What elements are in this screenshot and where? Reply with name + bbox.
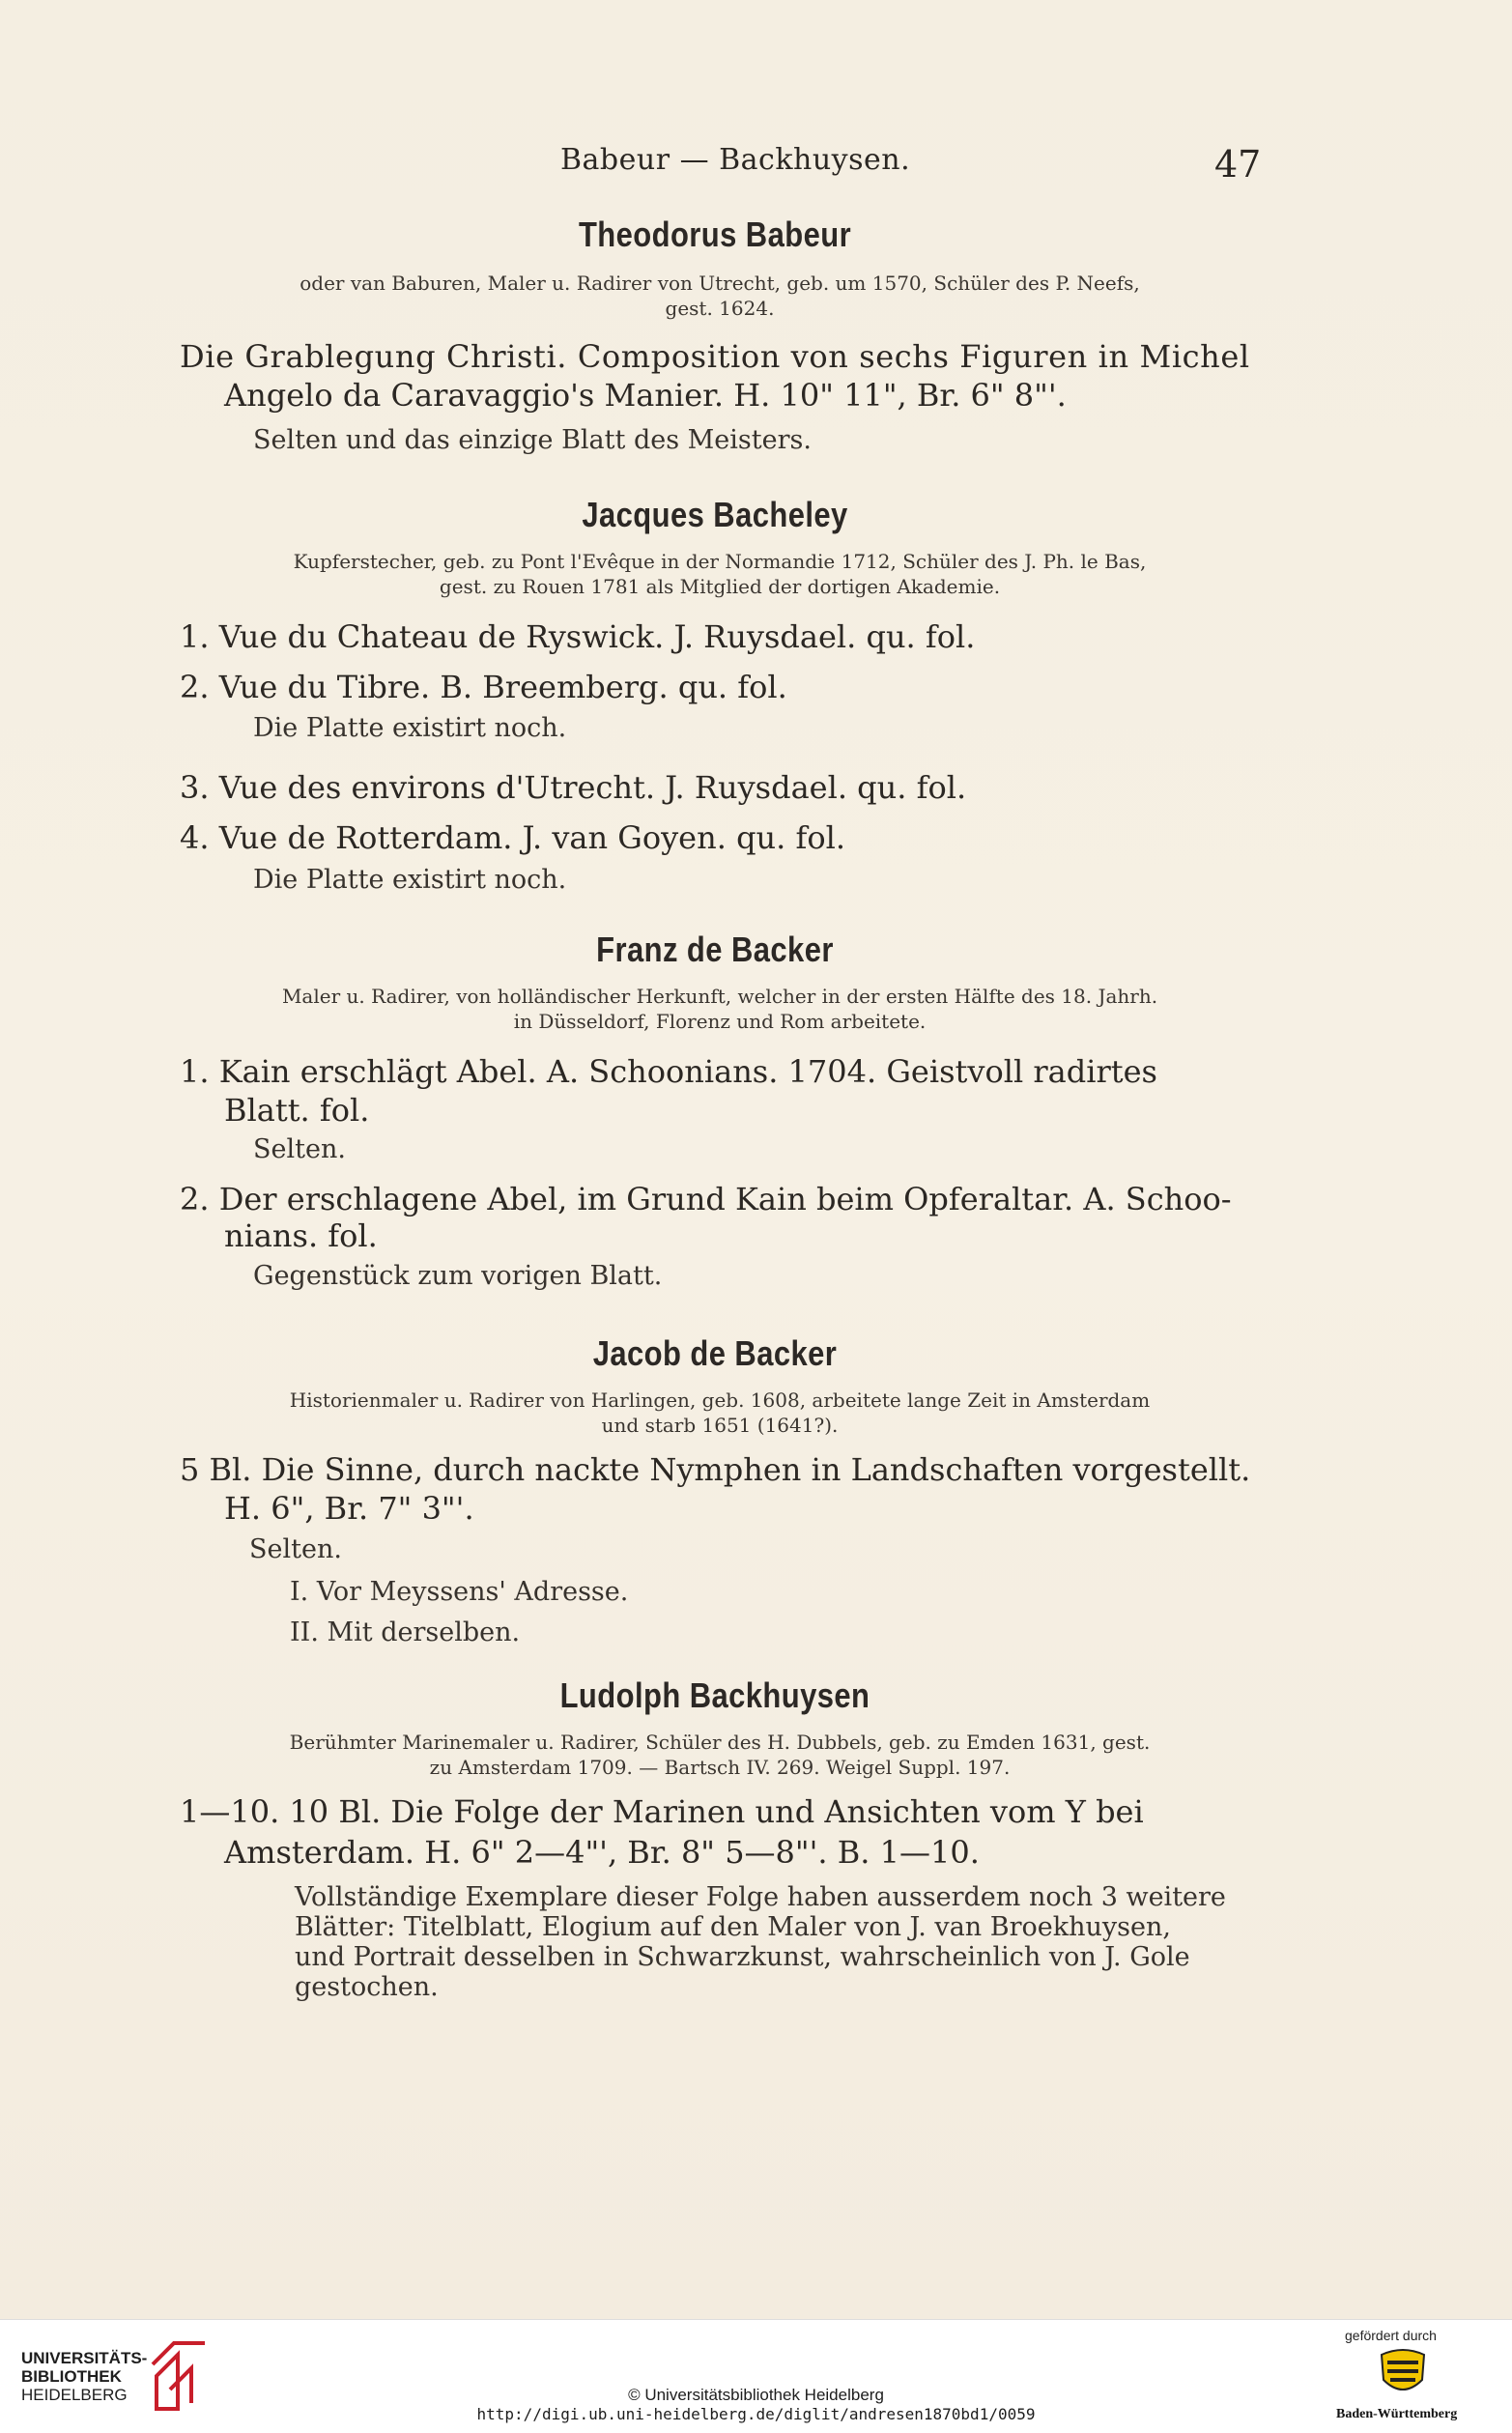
bio-line: gest. zu Rouen 1781 als Mitglied der dortigen Akademie.: [439, 575, 1001, 598]
funded-by-label: gefördert durch: [1345, 2328, 1437, 2343]
artist-heading: Franz de Backer: [596, 930, 834, 969]
page-number: 47: [1214, 143, 1262, 186]
artist-heading: Jacques Bacheley: [582, 495, 848, 534]
entry-note: Blätter: Titelblatt, Elogium auf den Maler von J. van Broekhuysen,: [295, 1912, 1171, 1942]
bio-line: Kupferstecher, geb. zu Pont l'Evêque in der Normandie 1712, Schüler des J. Ph. le Bas,: [293, 550, 1147, 573]
entry-line: nians. fol.: [224, 1217, 378, 1254]
library-line: HEIDELBERG: [21, 2386, 128, 2404]
artist-bio: [222, 549, 1217, 599]
bio-line: oder van Baburen, Maler u. Radirer von Utrecht, geb. um 1570, Schüler des P. Neefs,: [300, 272, 1140, 295]
entry-line: Angelo da Caravaggio's Manier. H. 10" 11", Br. 6" 8"'.: [224, 377, 1067, 414]
entry-note: gestochen.: [295, 1972, 439, 2002]
entry-note: Die Platte existirt noch.: [253, 713, 567, 743]
entry-line: Amsterdam. H. 6" 2—4"', Br. 8" 5—8"'. B. 1—10.: [224, 1834, 980, 1871]
bio-line: und starb 1651 (1641?).: [601, 1414, 839, 1437]
permalink[interactable]: http://digi.ub.uni-heidelberg.de/diglit/andresen1870bd1/0059: [476, 2405, 1036, 2423]
entry-line: 1. Vue du Chateau de Ryswick. J. Ruysdael. qu. fol.: [180, 618, 976, 655]
bio-line: Berühmter Marinemaler u. Radirer, Schüler des H. Dubbels, geb. zu Emden 1631, gest.: [289, 1731, 1151, 1754]
library-line: UNIVERSITÄTS-: [21, 2349, 148, 2367]
entry-note: Selten.: [249, 1534, 342, 1564]
artist-heading: Jacob de Backer: [592, 1333, 838, 1373]
entry-note: Selten.: [253, 1134, 346, 1164]
entry-note: Gegenstück zum vorigen Blatt.: [253, 1261, 663, 1291]
artist-heading: Theodorus Babeur: [578, 215, 852, 254]
entry-line: Die Grablegung Christi. Composition von sechs Figuren in Michel: [180, 338, 1250, 375]
entry-note: Selten und das einzige Blatt des Meisters.: [253, 425, 812, 455]
copyright-text: © Universitätsbibliothek Heidelberg: [628, 2386, 884, 2404]
bio-line: gest. 1624.: [665, 297, 775, 320]
entry-line: 4. Vue de Rotterdam. J. van Goyen. qu. fol.: [180, 819, 846, 856]
artist-bio: [222, 271, 1217, 321]
entry-note: Die Platte existirt noch.: [253, 865, 567, 895]
artist-bio: [222, 1388, 1217, 1438]
entry-line: 2. Der erschlagene Abel, im Grund Kain beim Opferaltar. A. Schoo-: [180, 1181, 1232, 1217]
entry-line: 5 Bl. Die Sinne, durch nackte Nymphen in Landschaften vorgestellt.: [180, 1451, 1251, 1488]
entry-line: 2. Vue du Tibre. B. Breemberg. qu. fol.: [180, 669, 787, 705]
running-title: Babeur — Backhuysen.: [560, 143, 911, 177]
entry-line: Blatt. fol.: [224, 1092, 370, 1129]
viewer-footer: [0, 2319, 1512, 2433]
entry-note: und Portrait desselben in Schwarzkunst, wahrscheinlich von J. Gole: [295, 1942, 1190, 1972]
entry-note: I. Vor Meyssens' Adresse.: [290, 1577, 629, 1607]
entry-note: II. Mit derselben.: [290, 1617, 521, 1647]
artist-bio: [222, 1730, 1217, 1780]
sponsor-name: Baden-Württemberg: [1336, 2407, 1458, 2421]
entry-note: Vollständige Exemplare dieser Folge haben ausserdem noch 3 weitere: [295, 1882, 1226, 1912]
state-crest-icon[interactable]: [1374, 2345, 1432, 2401]
library-line: BIBLIOTHEK: [21, 2367, 122, 2386]
bio-line: Maler u. Radirer, von holländischer Herkunft, welcher in der ersten Hälfte des 18. Jahrh.: [281, 985, 1158, 1008]
entry-line: H. 6", Br. 7" 3"'.: [224, 1490, 474, 1527]
entry-line: 1—10. 10 Bl. Die Folge der Marinen und Ansichten vom Y bei: [180, 1793, 1144, 1830]
bio-line: zu Amsterdam 1709. — Bartsch IV. 269. Weigel Suppl. 197.: [429, 1756, 1011, 1779]
entry-line: 3. Vue des environs d'Utrecht. J. Ruysdael. qu. fol.: [180, 769, 967, 806]
artist-bio: [222, 984, 1217, 1034]
copyright-block: [0, 2386, 1512, 2424]
bio-line: Historienmaler u. Radirer von Harlingen, geb. 1608, arbeitete lange Zeit in Amsterdam: [289, 1388, 1151, 1412]
bio-line: in Düsseldorf, Florenz und Rom arbeitete.: [513, 1010, 927, 1033]
artist-heading: Ludolph Backhuysen: [559, 1675, 870, 1715]
entry-line: 1. Kain erschlägt Abel. A. Schoonians. 1704. Geistvoll radirtes: [180, 1053, 1157, 1090]
